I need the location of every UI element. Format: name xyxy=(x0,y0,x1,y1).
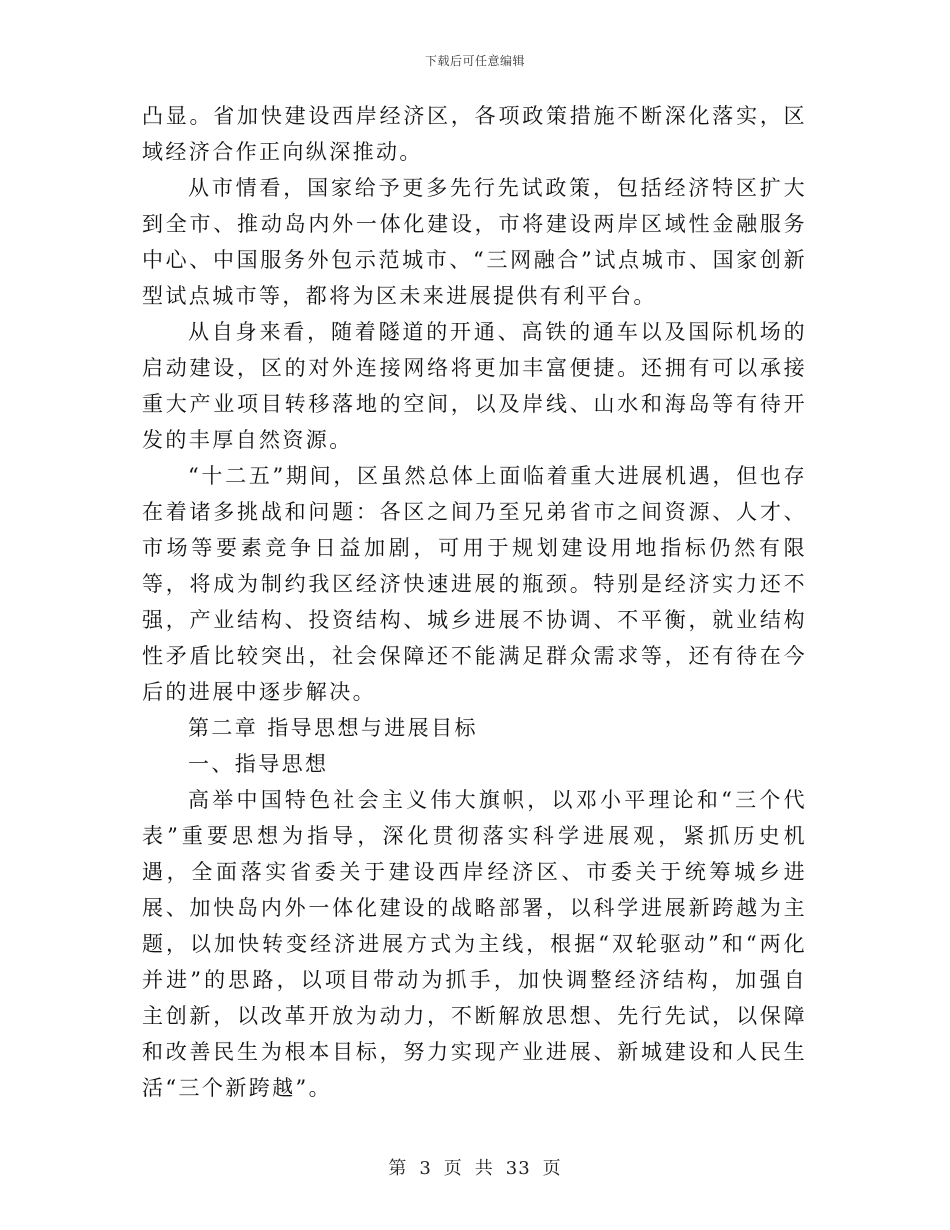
page-footer xyxy=(0,1154,950,1180)
paragraph-challenges: “十二五”期间，区虽然总体上面临着重大进展机遇，但也存在着诸多挑战和问题：各区之间乃至兄弟省市之间资源、人才、市场等要素竞争日益加剧，可用于规划建设用地指标仍然有限等，将成为制约我区经济快速进展的瓶颈。特别是经济实力还不强，产业结构、投资结构、城乡进展不协调、不平衡，就业结构性矛盾比较突出，社会保障还不能满足群众需求等，还有待在今后的进展中逐步解决。 xyxy=(142,464,807,704)
footer-prefix: 第 xyxy=(388,1158,408,1179)
footer-page-word: 页 xyxy=(443,1158,463,1179)
chapter-heading: 第二章 指导思想与进展目标 xyxy=(188,716,478,740)
page-header: 下载后可任意编辑 xyxy=(424,54,525,68)
footer-total-word: 共 xyxy=(474,1158,494,1179)
paragraph-guiding-thought: 高举中国特色社会主义伟大旗帜，以邓小平理论和“三个代表”重要思想为指导，深化贯彻落实科学进展观，紧抓历史机遇，全面落实省委关于建设西岸经济区、市委关于统筹城乡进展、加快岛内外一体化建设的战略部署，以科学进展新跨越为主题，以加快转变经济进展方式为主线，根据“双轮驱动”和“两化并进”的思路，以项目带动为抓手，加快调整经济结构，加强自主创新，以改革开放为动力，不断解放思想、先行先试，以保障和改善民生为根本目标，努力实现产业进展、新城建设和人民生活“三个新跨越”。 xyxy=(142,788,807,1100)
paragraph-continuation: 凸显。省加快建设西岸经济区，各项政策措施不断深化落实，区域经济合作正向纵深推动。 xyxy=(142,104,807,164)
footer-suffix: 页 xyxy=(542,1158,562,1179)
paragraph-city-situation: 从市情看，国家给予更多先行先试政策，包括经济特区扩大到全市、推动岛内外一体化建设，市将建设两岸区域性金融服务中心、中国服务外包示范城市、“三网融合”试点城市、国家创新型试点城市等，都将为区未来进展提供有利平台。 xyxy=(142,176,807,308)
footer-total-pages: 33 xyxy=(505,1158,531,1179)
footer-current-page: 3 xyxy=(419,1158,432,1179)
section-heading: 一、指导思想 xyxy=(188,752,329,776)
document-body xyxy=(142,98,807,1106)
paragraph-self-view: 从自身来看，随着隧道的开通、高铁的通车以及国际机场的启动建设，区的对外连接网络将更加丰富便捷。还拥有可以承接重大产业项目转移落地的空间，以及岸线、山水和海岛等有待开发的丰厚自然资源。 xyxy=(142,320,807,452)
